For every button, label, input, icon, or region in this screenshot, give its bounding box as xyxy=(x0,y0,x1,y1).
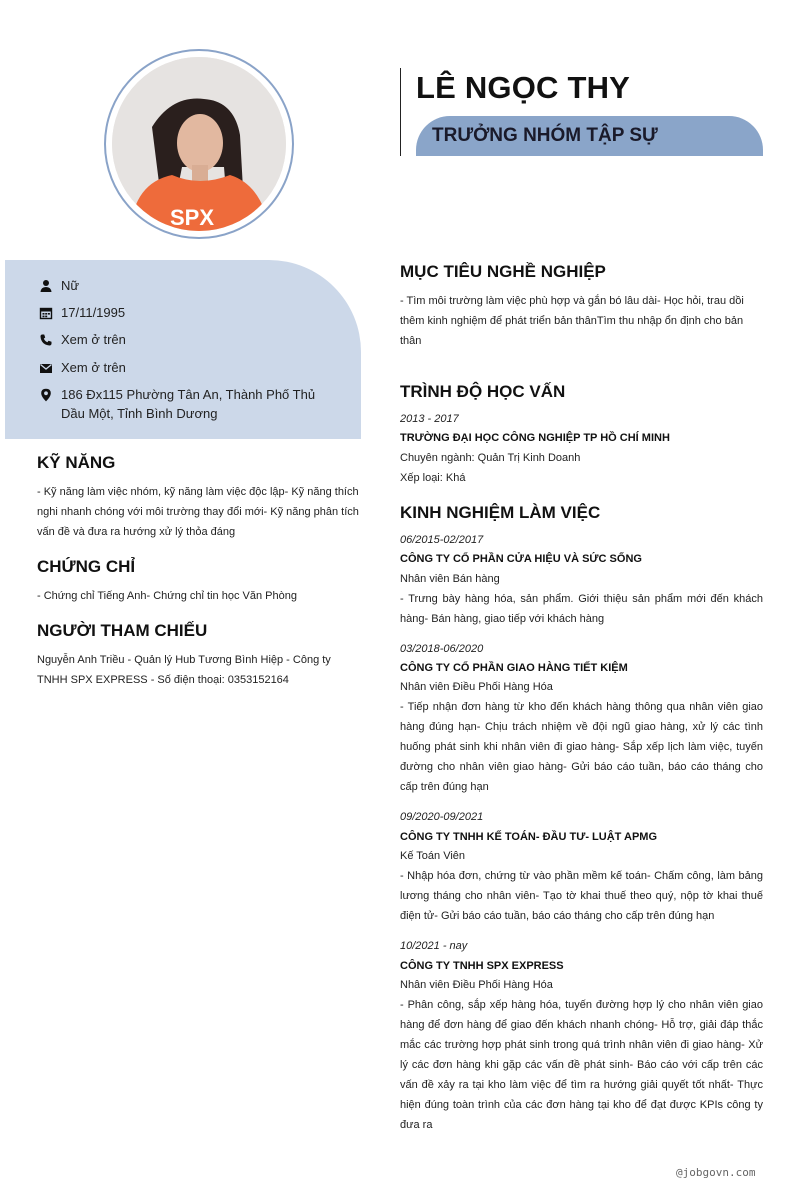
job-date: 03/2018-06/2020 xyxy=(400,643,484,655)
education-school: TRƯỜNG ĐẠI HỌC CÔNG NGHIỆP TP HỒ CHÍ MINH xyxy=(400,432,670,444)
references-text: Nguyễn Anh Triều - Quản lý Hub Tương Bình Hiệp - Công ty TNHH SPX EXPRESS - Số điện thoại: 0353152164 xyxy=(37,654,331,686)
profile-photo xyxy=(112,57,286,231)
address-value: 186 Đx115 Phường Tân An, Thành Phố Thủ Dầu Một, Tỉnh Bình Dương xyxy=(61,387,316,421)
education-heading: TRÌNH ĐỘ HỌC VẤN xyxy=(400,382,566,401)
contact-address xyxy=(39,387,329,423)
certificates-text: - Chứng chỉ Tiếng Anh- Chứng chỉ tin học Văn Phòng xyxy=(37,590,297,602)
job-company: CÔNG TY TNHH KẾ TOÁN- ĐẦU TƯ- LUẬT APMG xyxy=(400,831,658,843)
gender-value: Nữ xyxy=(61,278,80,293)
certificates-heading: CHỨNG CHỈ xyxy=(37,557,136,576)
profile-photo-image xyxy=(112,57,286,231)
education-date: 2013 - 2017 xyxy=(400,413,459,425)
contact-gender xyxy=(39,278,79,295)
header-divider xyxy=(400,68,401,156)
job-date: 06/2015-02/2017 xyxy=(400,534,484,546)
contact-panel xyxy=(5,260,361,439)
references-heading: NGƯỜI THAM CHIẾU xyxy=(37,621,208,640)
position-banner xyxy=(416,116,763,156)
svg-text:SPX: SPX xyxy=(170,205,215,230)
phone-value: Xem ở trên xyxy=(61,332,126,347)
candidate-position: TRƯỞNG NHÓM TẬP SỰ xyxy=(432,125,658,146)
job-company: CÔNG TY CỔ PHẦN CỬA HIỆU VÀ SỨC SỐNG xyxy=(400,553,642,565)
job-description: - Nhập hóa đơn, chứng từ vào phần mềm kế toán- Chấm công, làm bảng lương tháng cho nhân viên- Tạo tờ khai thuế theo quý, nộp tờ khai thuế điện tử- Gửi báo cáo tuần, báo cáo tháng cho cấp trên đúng hạn xyxy=(400,870,763,922)
watermark: @jobgovn.com xyxy=(676,1166,756,1179)
job-date: 09/2020-09/2021 xyxy=(400,811,484,823)
skills-heading: KỸ NĂNG xyxy=(37,453,116,472)
job-description: - Trưng bày hàng hóa, sản phẩm. Giới thiệu sản phẩm mới đến khách hàng- Bán hàng, giao tiếp với khách hàng xyxy=(400,593,763,625)
job-date: 10/2021 - nay xyxy=(400,940,468,952)
objective-text: - Tìm môi trường làm việc phù hợp và gắn bó lâu dài- Học hỏi, trau dồi thêm kinh nghiệm để phát triển bản thânTìm thu nhập ổn định cho bản thân xyxy=(400,295,744,347)
location-icon xyxy=(39,388,53,402)
skills-text: - Kỹ năng làm việc nhóm, kỹ năng làm việc độc lập- Kỹ năng thích nghi nhanh chóng với môi trường thay đổi mới- Kỹ năng phân tích vấn đề và đưa ra hướng xử lý thỏa đáng xyxy=(37,486,359,538)
objective-heading: MỤC TIÊU NGHỀ NGHIỆP xyxy=(400,262,606,281)
job-role: Kế Toán Viên xyxy=(400,850,466,862)
profile-photo-frame xyxy=(104,49,294,239)
experience-heading: KINH NGHIỆM LÀM VIỆC xyxy=(400,503,601,522)
calendar-icon xyxy=(39,306,53,320)
job-company: CÔNG TY CỔ PHẦN GIAO HÀNG TIẾT KIỆM xyxy=(400,662,628,674)
job-description: - Phân công, sắp xếp hàng hóa, tuyến đường hợp lý cho nhân viên giao hàng để đơn hàng để giao đến khách nhanh chóng- Hỗ trợ, giải đáp thắc mắc các trường hợp phát sinh trong quá trình nhân viên đi giao hàng- Xử lý các đơn hàng khi gặp các vấn đề phát sinh- Báo cáo với cấp trên các vấn đề xảy ra tại kho làm việc để tìm ra hướng giải quyết tốt nhất- Thực hiện đúng toàn trình của các đơn hàng tại kho để đạt được KPIs công ty đưa ra xyxy=(400,999,763,1131)
phone-icon xyxy=(39,333,53,347)
user-icon xyxy=(39,279,53,293)
job-role: Nhân viên Điều Phối Hàng Hóa xyxy=(400,681,553,693)
education-grade: Xếp loại: Khá xyxy=(400,472,466,484)
job-company: CÔNG TY TNHH SPX EXPRESS xyxy=(400,960,564,972)
mail-icon xyxy=(39,361,53,375)
email-value: Xem ở trên xyxy=(61,360,126,375)
job-role: Nhân viên Bán hàng xyxy=(400,573,500,585)
job-role: Nhân viên Điều Phối Hàng Hóa xyxy=(400,979,553,991)
contact-birthday xyxy=(39,305,125,322)
candidate-name: LÊ NGỌC THY xyxy=(416,70,631,105)
contact-phone xyxy=(39,332,126,349)
birthday-value: 17/11/1995 xyxy=(61,305,126,320)
education-major: Chuyên ngành: Quản Trị Kinh Doanh xyxy=(400,452,581,464)
contact-email xyxy=(39,360,126,377)
job-description: - Tiếp nhận đơn hàng từ kho đến khách hàng thông qua nhân viên giao hàng đúng hạn- Chịu trách nhiệm về đội ngũ giao hàng, xử lý các tình huống phát sinh khi nhân viên đi giao hàng- Sắp xếp lịch làm việc, tuyến đường cho nhân viên giao hàng- Gửi báo cáo tuần, báo cáo tháng cho cấp trên đúng hạn xyxy=(400,701,763,793)
